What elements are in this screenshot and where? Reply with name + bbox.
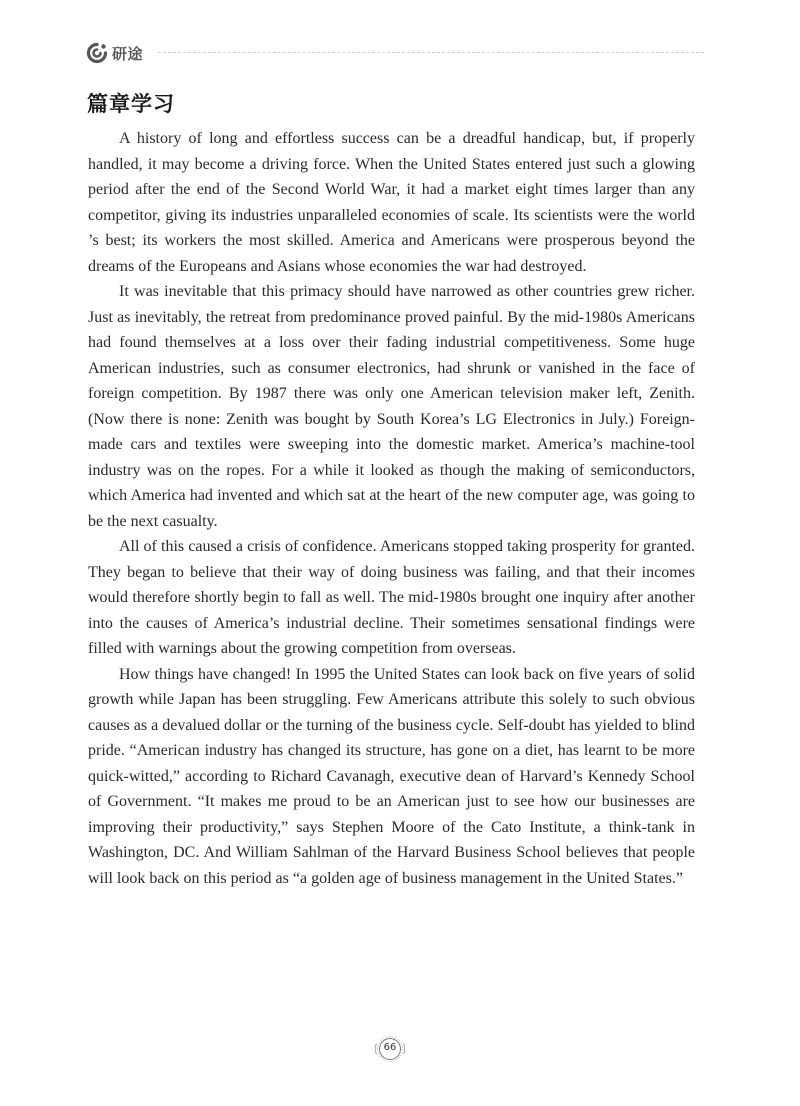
logo-swirl-icon bbox=[86, 42, 108, 64]
page-number-badge bbox=[373, 1035, 407, 1063]
page-number: 66 bbox=[383, 1042, 397, 1053]
paragraph-3: All of this caused a crisis of confidence. Americans stopped taking prosperity for granted. They began to believe that their way of doing business was failing, and that their incomes would therefore shortly begin to fall as well. The mid-1980s brought one inquiry after another into the causes of America’s industrial decline. Their sometimes sensational findings were filled with warnings about the growing competition from overseas. bbox=[88, 538, 695, 657]
page-header bbox=[86, 40, 704, 66]
article-body bbox=[88, 126, 695, 891]
brand-name: 研途 bbox=[112, 45, 144, 63]
paragraph-1: A history of long and effortless success can be a dreadful handicap, but, if properly handled, it may become a driving force. When the United States entered just such a glowing period after the end of the Second World War, it had a market eight times larger than any competitor, giving its industries unparalleled economies of scale. Its scientists were the world ’s best; its workers the most skilled. America and Americans were prosperous beyond the dreams of the Europeans and Asians whose economies the war had destroyed. bbox=[88, 130, 695, 275]
paragraph-4: How things have changed! In 1995 the United States can look back on five years of solid growth while Japan has been struggling. Few Americans attribute this solely to such obvious causes as a devalued dollar or the turning of the business cycle. Self-doubt has yielded to blind pride. “American industry has changed its structure, has gone on a diet, has learnt to be more quick-witted,” according to Richard Cavanagh, executive dean of Harvard’s Kennedy School of Government. “It makes me proud to be an American just to see how our businesses are improving their productivity,” says Stephen Moore of the Cato Institute, a think-tank in Washington, DC. And William Sahlman of the Harvard Business School believes that people will look back on this period as “a golden age of business management in the United States.” bbox=[88, 665, 695, 887]
paragraph-2: It was inevitable that this primacy should have narrowed as other countries grew richer. Just as inevitably, the retreat from predominance proved painful. By the mid-1980s Americans had found themselves at a loss over their fading industrial competitiveness. Some huge American industries, such as consumer electronics, had shrunk or vanished in the face of foreign competition. By 1987 there was only one American television maker left, Zenith. (Now there is none: Zenith was bought by South Korea’s LG Electronics in July.) Foreign-made cars and textiles were sweeping into the domestic market. America’s machine-tool industry was on the ropes. For a while it looked as though the making of semiconductors, which America had invented and which sat at the heart of the new computer age, was going to be the next casualty. bbox=[88, 283, 695, 530]
section-title: 篇章学习 bbox=[87, 92, 175, 116]
header-divider bbox=[158, 52, 704, 53]
